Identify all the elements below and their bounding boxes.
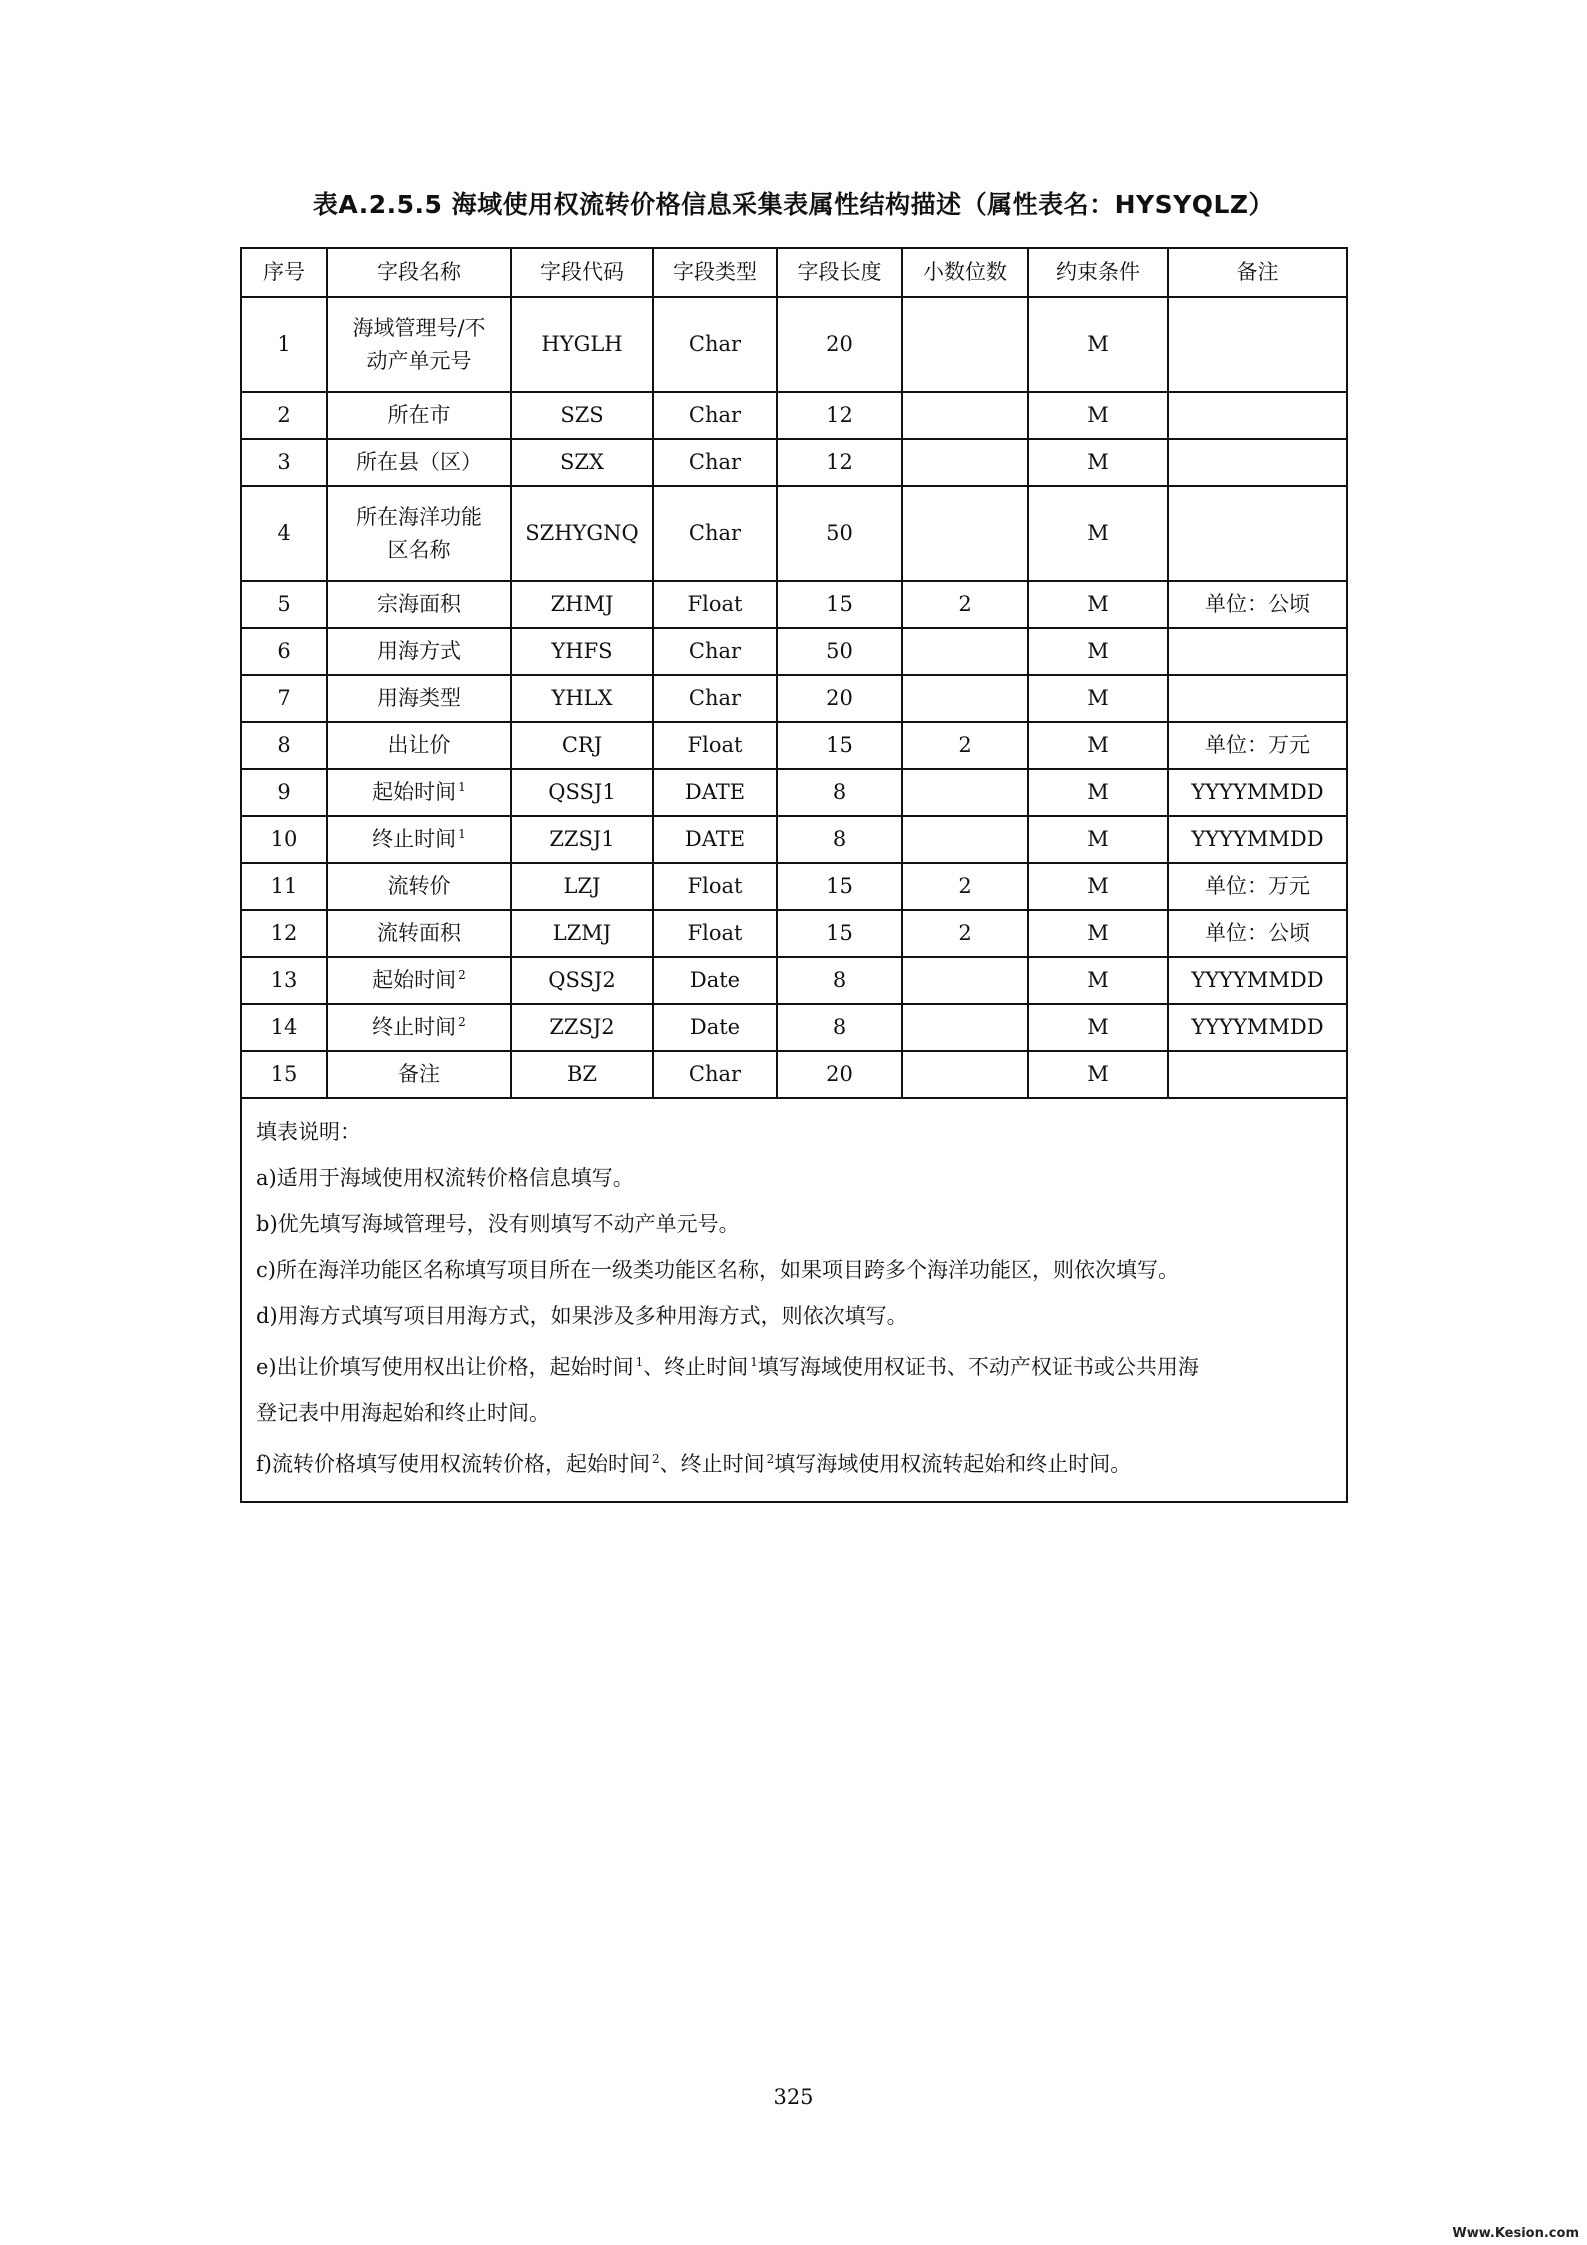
cell-field-length: 50 [777,628,902,675]
cell-seq: 6 [241,628,327,675]
cell-field-name: 流转面积 [327,910,511,957]
cell-field-name-text: 起始时间 [372,780,457,805]
cell-field-name: 流转价 [327,863,511,910]
footnote-marker: 1 [458,827,466,842]
note-b: b)优先填写海域管理号，没有则填写不动产单元号。 [256,1212,740,1236]
header-decimals: 小数位数 [902,248,1028,297]
page-number: 325 [773,2085,814,2109]
cell-field-length: 15 [777,863,902,910]
cell-field-code: HYGLH [511,297,653,392]
cell-seq: 4 [241,486,327,581]
cell-field-name-text: 终止时间 [372,1015,457,1040]
site-watermark: Www.Kesion.com [1452,2226,1579,2241]
cell-field-type: Char [653,675,777,722]
cell-seq: 2 [241,392,327,439]
cell-field-code: ZHMJ [511,581,653,628]
cell-field-type: DATE [653,816,777,863]
cell-constraint: M [1028,816,1168,863]
cell-field-code: YHFS [511,628,653,675]
cell-field-code: YHLX [511,675,653,722]
cell-decimals: 2 [902,581,1028,628]
cell-field-code: LZMJ [511,910,653,957]
table-row [241,1051,1347,1098]
notes-row [241,1098,1347,1502]
cell-field-length: 12 [777,392,902,439]
cell-field-name: 用海方式 [327,628,511,675]
cell-seq: 7 [241,675,327,722]
cell-seq: 3 [241,439,327,486]
table-row [241,910,1347,957]
cell-field-code: QSSJ1 [511,769,653,816]
cell-remark: YYYYMMDD [1168,1004,1347,1051]
header-row [241,248,1347,297]
note-c: c)所在海洋功能区名称填写项目所在一级类功能区名称，如果项目跨多个海洋功能区，则依次填写。 [256,1258,1179,1282]
cell-field-length: 8 [777,816,902,863]
table-row [241,769,1347,816]
cell-field-code: LZJ [511,863,653,910]
cell-remark [1168,297,1347,392]
cell-constraint: M [1028,910,1168,957]
cell-field-type: Char [653,439,777,486]
cell-constraint: M [1028,722,1168,769]
cell-seq: 8 [241,722,327,769]
cell-field-name [327,957,511,1004]
table-row [241,581,1347,628]
cell-field-length: 8 [777,957,902,1004]
cell-field-name [327,486,511,581]
cell-field-type: Date [653,1004,777,1051]
footnote-marker: 1 [458,780,466,795]
cell-constraint: M [1028,297,1168,392]
cell-constraint: M [1028,628,1168,675]
cell-field-length: 12 [777,439,902,486]
cell-constraint: M [1028,957,1168,1004]
cell-remark [1168,628,1347,675]
cell-field-code: QSSJ2 [511,957,653,1004]
cell-field-length: 50 [777,486,902,581]
note-e-text-1: e)出让价填写使用权出让价格，起始时间 [256,1355,634,1379]
fill-instructions [241,1098,1347,1502]
cell-remark [1168,675,1347,722]
cell-seq: 12 [241,910,327,957]
cell-constraint: M [1028,675,1168,722]
cell-field-length: 8 [777,1004,902,1051]
cell-field-name: 出让价 [327,722,511,769]
note-a: a)适用于海域使用权流转价格信息填写。 [256,1166,634,1190]
cell-field-name-line1: 所在海洋功能 [356,504,482,529]
cell-seq: 15 [241,1051,327,1098]
cell-remark [1168,392,1347,439]
table-row [241,392,1347,439]
footnote-marker: 2 [458,968,466,983]
cell-field-length: 20 [777,675,902,722]
cell-field-type: Float [653,581,777,628]
cell-decimals [902,675,1028,722]
cell-field-name-text: 起始时间 [372,968,457,993]
cell-remark: 单位：万元 [1168,722,1347,769]
cell-field-code: SZX [511,439,653,486]
footnote-marker: 2 [651,1452,660,1466]
cell-decimals [902,1004,1028,1051]
attribute-structure-table [240,247,1348,1503]
footnote-marker: 1 [635,1355,644,1369]
header-field-code: 字段代码 [511,248,653,297]
cell-field-type: Char [653,297,777,392]
header-remark: 备注 [1168,248,1347,297]
cell-field-code: ZZSJ2 [511,1004,653,1051]
cell-field-code: SZS [511,392,653,439]
cell-field-type: Char [653,1051,777,1098]
header-field-name: 字段名称 [327,248,511,297]
cell-decimals [902,439,1028,486]
cell-field-type: Char [653,628,777,675]
cell-remark: YYYYMMDD [1168,769,1347,816]
cell-field-code: ZZSJ1 [511,816,653,863]
cell-constraint: M [1028,863,1168,910]
cell-field-name: 所在市 [327,392,511,439]
cell-seq: 13 [241,957,327,1004]
note-e [256,1339,1336,1390]
table-row [241,1004,1347,1051]
notes-heading: 填表说明： [256,1120,361,1144]
note-f-text-3: 填写海域使用权流转起始和终止时间。 [774,1452,1132,1476]
cell-field-name: 所在县（区） [327,439,511,486]
cell-decimals [902,486,1028,581]
note-d: d)用海方式填写项目用海方式，如果涉及多种用海方式，则依次填写。 [256,1304,908,1328]
cell-decimals [902,816,1028,863]
cell-remark: 单位：万元 [1168,863,1347,910]
cell-seq: 1 [241,297,327,392]
cell-seq: 11 [241,863,327,910]
cell-remark: YYYYMMDD [1168,957,1347,1004]
footnote-marker: 2 [766,1452,775,1466]
cell-remark [1168,486,1347,581]
cell-field-code: CRJ [511,722,653,769]
cell-field-type: Char [653,392,777,439]
cell-seq: 5 [241,581,327,628]
cell-remark: 单位：公顷 [1168,581,1347,628]
note-f-text-1: f)流转价格填写使用权流转价格，起始时间 [256,1452,650,1476]
cell-field-name-line2: 动产单元号 [366,348,472,373]
cell-field-name [327,769,511,816]
cell-field-name: 备注 [327,1051,511,1098]
cell-field-name-text: 终止时间 [372,827,457,852]
cell-decimals: 2 [902,910,1028,957]
header-constraint: 约束条件 [1028,248,1168,297]
note-e-text-2: 、终止时间 [643,1355,749,1379]
cell-constraint: M [1028,392,1168,439]
cell-field-length: 20 [777,297,902,392]
cell-decimals [902,297,1028,392]
header-field-length: 字段长度 [777,248,902,297]
cell-decimals: 2 [902,863,1028,910]
cell-field-name-line1: 海域管理号/不 [352,315,486,340]
header-seq: 序号 [241,248,327,297]
cell-decimals: 2 [902,722,1028,769]
cell-field-code: BZ [511,1051,653,1098]
table-row [241,957,1347,1004]
cell-field-length: 20 [777,1051,902,1098]
cell-remark: YYYYMMDD [1168,816,1347,863]
cell-field-name [327,816,511,863]
note-e-continued: 登记表中用海起始和终止时间。 [256,1401,550,1425]
note-e-text-3: 填写海域使用权证书、不动产权证书或公共用海 [757,1355,1199,1379]
footnote-marker: 1 [750,1355,758,1369]
cell-field-name: 用海类型 [327,675,511,722]
cell-decimals [902,769,1028,816]
cell-field-name [327,1004,511,1051]
cell-field-type: Date [653,957,777,1004]
cell-decimals [902,1051,1028,1098]
cell-decimals [902,628,1028,675]
table-row [241,297,1347,392]
cell-remark [1168,439,1347,486]
table-row [241,486,1347,581]
cell-field-length: 15 [777,581,902,628]
cell-constraint: M [1028,1051,1168,1098]
table-row [241,675,1347,722]
cell-remark: 单位：公顷 [1168,910,1347,957]
table-row [241,628,1347,675]
cell-seq: 14 [241,1004,327,1051]
cell-field-name: 宗海面积 [327,581,511,628]
cell-seq: 9 [241,769,327,816]
cell-constraint: M [1028,486,1168,581]
cell-constraint: M [1028,1004,1168,1051]
cell-remark [1168,1051,1347,1098]
table-row [241,816,1347,863]
note-f [256,1436,1336,1487]
cell-field-name [327,297,511,392]
cell-field-type: Char [653,486,777,581]
cell-field-name-line2: 区名称 [387,537,451,562]
table-row [241,722,1347,769]
cell-constraint: M [1028,769,1168,816]
cell-field-length: 15 [777,910,902,957]
footnote-marker: 2 [458,1015,466,1030]
cell-constraint: M [1028,581,1168,628]
header-field-type: 字段类型 [653,248,777,297]
cell-field-type: Float [653,910,777,957]
cell-constraint: M [1028,439,1168,486]
cell-decimals [902,957,1028,1004]
cell-decimals [902,392,1028,439]
table-row [241,863,1347,910]
cell-field-code: SZHYGNQ [511,486,653,581]
table-row [241,439,1347,486]
cell-field-type: Float [653,863,777,910]
table-title: 表A.2.5.5 海域使用权流转价格信息采集表属性结构描述（属性表名：HYSYQLZ） [312,190,1275,219]
cell-field-length: 15 [777,722,902,769]
cell-field-type: Float [653,722,777,769]
note-f-text-2: 、终止时间 [659,1452,765,1476]
cell-seq: 10 [241,816,327,863]
cell-field-length: 8 [777,769,902,816]
cell-field-type: DATE [653,769,777,816]
